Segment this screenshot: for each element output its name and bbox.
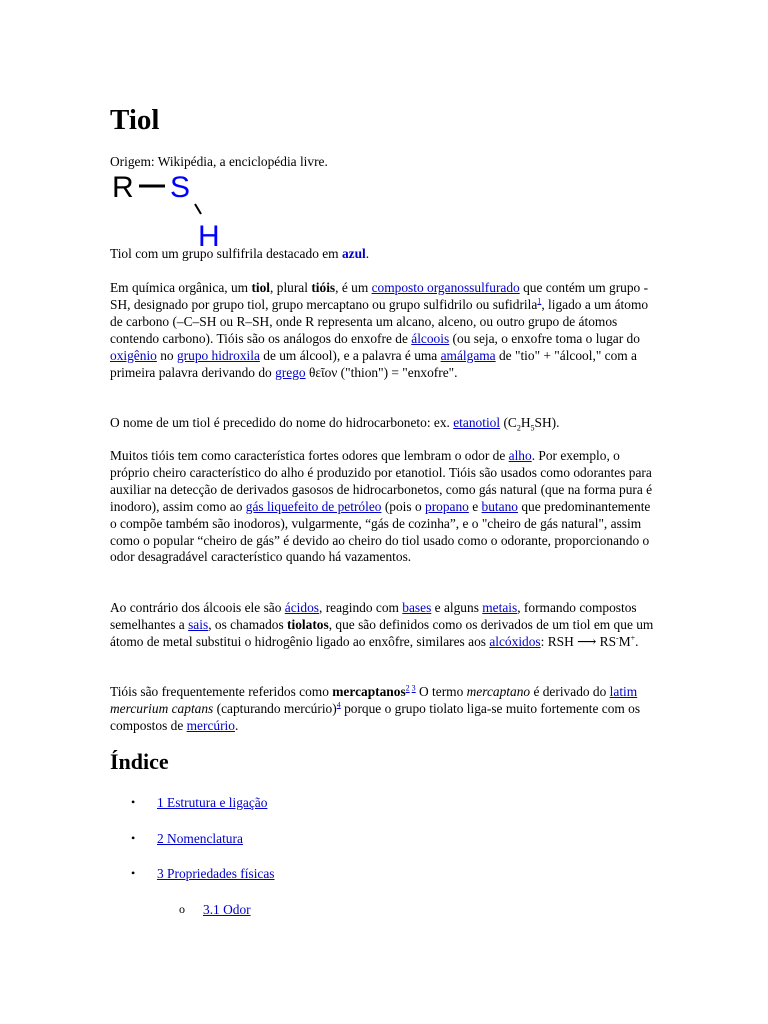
caption-highlight: azul (341, 246, 366, 261)
link-amalgama[interactable]: amálgama (440, 347, 496, 363)
link-propano[interactable]: propano (425, 498, 469, 514)
link-sais[interactable]: sais (188, 616, 209, 632)
intro-paragraph: Em química orgânica, um tiol, plural tióis, é um composto organossulfurado que contém um grupo -SH, designado por grupo tiol, grupo mercaptano ou grupo sulfidrilo ou sufidrila$^1$, ligado a um átomo de carbono (–C–SH ou R–SH, onde R representa um alcano, alceno, ou outro grupo de átomos contendo carbono). Tióis são os análogos do enxofre de álcoois (ou seja, o enxofre toma o lugar do oxigênio no grupo hidroxila de um álcool), e a palavra é uma amálgama de "tio" + "álcool," com a primeira palavra derivando do grego θεῖον ("thion") = "enxofre". (110, 280, 649, 380)
toc-item-propriedades[interactable]: 3 Propriedades físicas (157, 866, 275, 881)
link-acidos[interactable]: ácidos (284, 600, 319, 615)
page-title: Tiol (110, 104, 160, 136)
link-oxigenio[interactable]: oxigênio (110, 347, 157, 363)
origin-line: Origem: Wikipédia, a enciclopédia livre. (110, 154, 328, 169)
link-composto-organossulfurado[interactable]: composto organossulfurado (371, 280, 520, 295)
toc-item-nomenclatura[interactable]: 2 Nomenclatura (157, 831, 243, 846)
mercaptan-paragraph: Tióis são frequentemente referidos como mercaptanos$^{2 3}$ O termo mercaptano é derivado do latim mercurium captans (capturando mercúrio)$^4$ porque o grupo tiolato liga-se muito fortemente com os compostos de mercúrio. (110, 683, 641, 733)
ref-1[interactable]: 1 (537, 296, 542, 306)
index-sub-bullet-1: o (179, 902, 185, 916)
link-mercurio[interactable]: mercúrio (186, 717, 235, 733)
link-bases[interactable]: bases (402, 600, 432, 615)
link-gas-liquefeito[interactable]: gás liquefeito de petróleo (245, 498, 382, 514)
ref-3[interactable]: 3 (411, 683, 416, 693)
link-alcoois[interactable]: álcoois (411, 330, 450, 346)
toc-item-estrutura[interactable]: 1 Estrutura e ligação (157, 795, 268, 810)
toc-item-odor[interactable]: 3.1 Odor (203, 902, 251, 917)
index-bullet-2: • (131, 831, 136, 845)
structure-bond-sh (195, 204, 201, 214)
link-grupo-hidroxila[interactable]: grupo hidroxila (176, 347, 260, 363)
link-alho[interactable]: alho (508, 448, 532, 463)
ref-4[interactable]: 4 (336, 700, 341, 710)
index-bullet-3: • (131, 866, 136, 880)
index-bullet-1: • (131, 795, 136, 809)
link-metais[interactable]: metais (482, 600, 518, 615)
naming-paragraph: O nome de um tiol é precedido do nome do hidrocarboneto: ex. etanotiol $(C_2H_5SH)$. (110, 415, 560, 433)
structure-caption: Tiol com um grupo sulfifrila destacado em azul. (110, 246, 370, 261)
link-butano[interactable]: butano (481, 498, 518, 514)
structure-r: R (112, 171, 134, 204)
link-etanotiol[interactable]: etanotiol (453, 415, 501, 430)
link-latim[interactable]: latim (609, 684, 638, 699)
structure-h: H (198, 220, 220, 250)
index-heading: Índice (110, 749, 169, 774)
link-alcoxidos[interactable]: alcóxidos (489, 633, 541, 649)
structure-s: S (170, 171, 191, 204)
ref-2[interactable]: 2 (405, 683, 410, 693)
thiol-structure-diagram (108, 168, 238, 250)
odor-paragraph: Muitos tióis tem como característica fortes odores que lembram o odor de alho. Por exemplo, o próprio cheiro característico do alho é produzido por etanotiol. Tióis são usados como odorantes para auxiliar na detecção de derivados gasosos de hidrocarbonetos, como gás natural (que na forma pura é inodoro), assim como ao gás liquefeito de petróleo (pois o propano e butano que predominantemente o compõe também são inodoros), vulgarmente, “gás de cozinha”, e o "cheiro de gás natural", assim como o popular “cheiro de gás” é devido ao cheiro do tiol usado como o odorante, proporcionando o odor desagradável característico quando há vazamentos. (110, 448, 653, 565)
acidity-paragraph: Ao contrário dos álcoois ele são ácidos, reagindo com bases e alguns metais, formando compostos semelhantes a sais, os chamados tiolatos, que são definidos como os derivados de um tiol em que um átomo de metal substitui o hidrogênio ligado ao enxôfre, similares aos alcóxidos: RSH ⟶ RS-M+. (110, 600, 654, 649)
link-grego[interactable]: grego (275, 364, 306, 380)
